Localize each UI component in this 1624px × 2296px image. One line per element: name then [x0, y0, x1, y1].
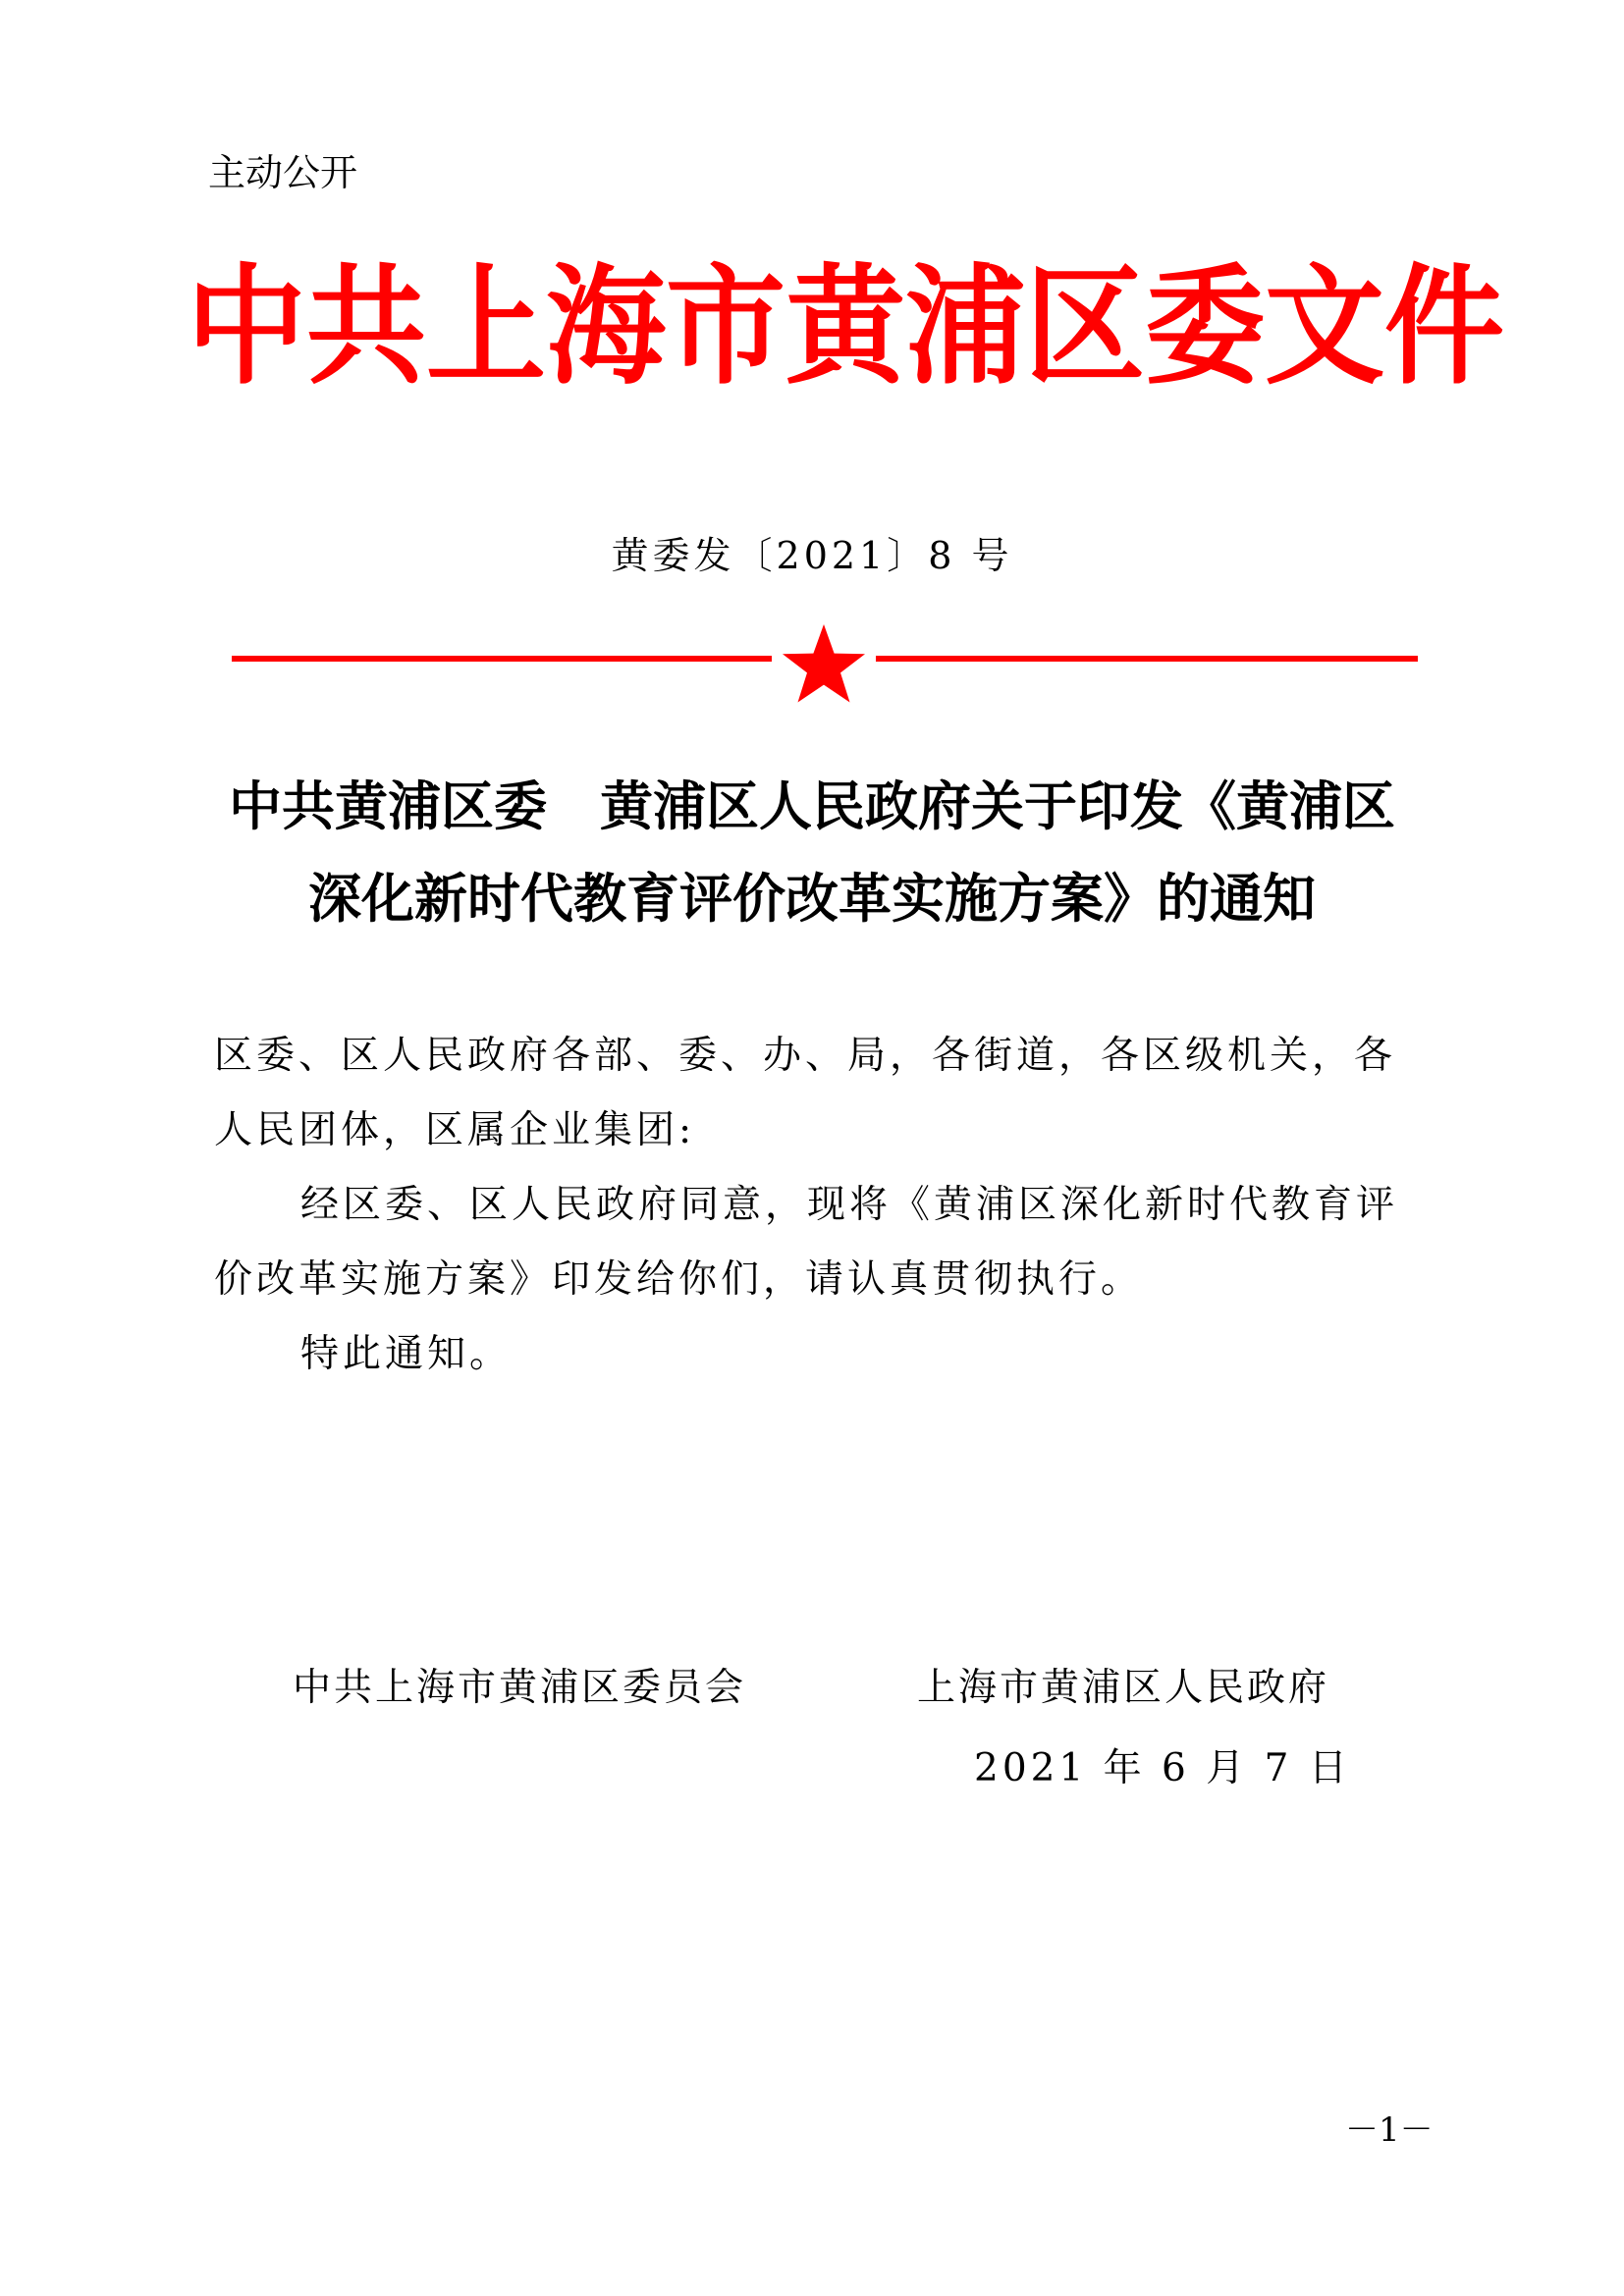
red-divider-right [876, 656, 1418, 662]
closing-phrase: 特此通知。 [300, 1332, 513, 1376]
recipients-paragraph: 区委、区人民政府各部、委、办、局，各街道，各区级机关，各人民团体，区属企业集团: [214, 1034, 1397, 1152]
document-title [128, 761, 1496, 945]
red-header-char: 上 [426, 251, 546, 402]
red-header-char: 共 [306, 251, 426, 402]
red-header-char: 件 [1384, 251, 1504, 402]
red-header-char: 浦 [905, 251, 1025, 402]
title-line-1: 中共黄浦区委 黄浦区人民政府关于印发《黄浦区 [229, 775, 1395, 837]
red-header-char: 海 [546, 251, 666, 402]
body-paragraph: 经区委、区人民政府同意，现将《黄浦区深化新时代教育评价改革实施方案》印发给你们，请认真贯彻执行。 [214, 1183, 1399, 1302]
title-line-2: 深化新时代教育评价改革实施方案》的通知 [308, 868, 1316, 930]
red-header-char: 黄 [785, 251, 905, 402]
red-header-char: 中 [187, 251, 306, 402]
signature-party-committee: 中共上海市黄浦区委员会 [293, 1666, 747, 1710]
red-header-char: 委 [1145, 251, 1265, 402]
red-header-title [187, 251, 1504, 402]
document-number: 黄委发〔2021〕8 号 [611, 534, 1013, 577]
page-number: －1－ [1345, 2110, 1434, 2150]
signature-government: 上海市黄浦区人民政府 [917, 1666, 1330, 1710]
red-header-char: 区 [1025, 251, 1145, 402]
disclosure-label: 主动公开 [208, 151, 358, 194]
red-divider-left [232, 656, 772, 662]
red-star-icon [780, 624, 868, 703]
issue-date: 2021 年 6 月 7 日 [974, 1746, 1351, 1790]
red-header-char: 市 [666, 251, 785, 402]
red-header-char: 文 [1265, 251, 1384, 402]
